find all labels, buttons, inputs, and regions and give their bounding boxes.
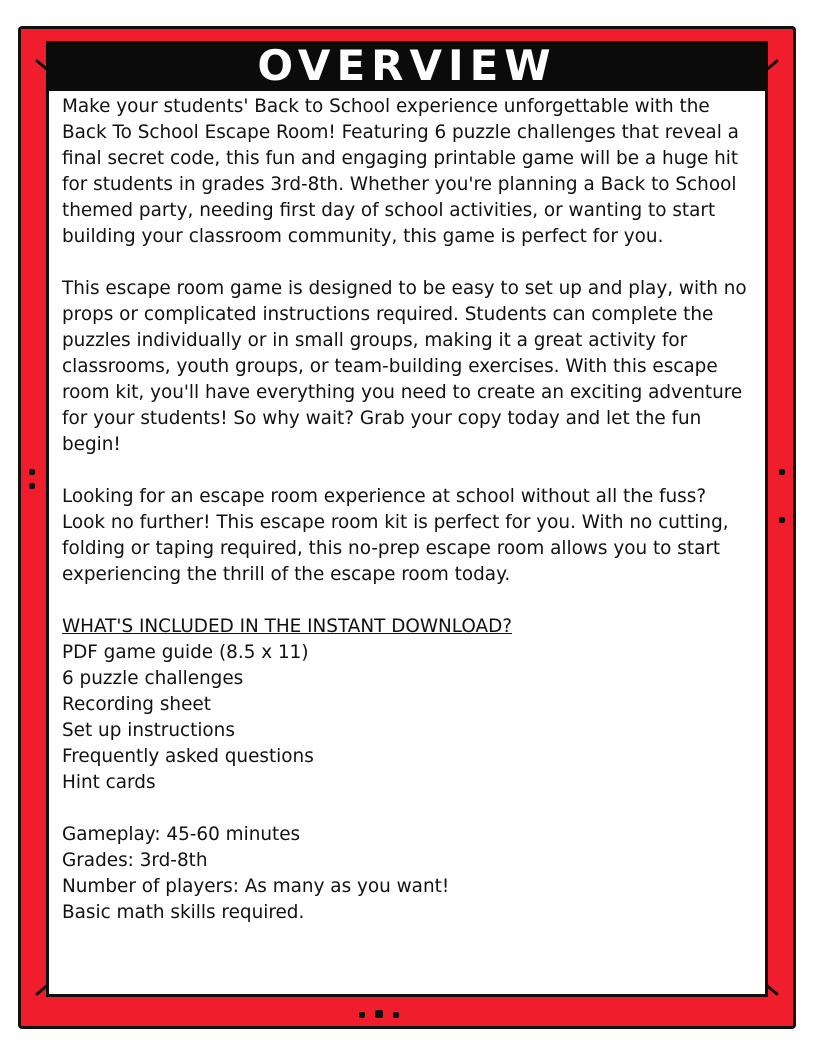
frame-rivet <box>779 469 785 475</box>
included-item: PDF game guide (8.5 x 11) <box>62 642 309 663</box>
frame-rivet <box>393 1012 399 1018</box>
frame-rivet <box>29 483 35 489</box>
title-bar <box>46 41 768 91</box>
included-item: Recording sheet <box>62 694 211 715</box>
page-title: OVERVIEW <box>257 41 557 90</box>
detail-line: Number of players: As many as you want! <box>62 876 450 897</box>
frame-rivet <box>359 1012 365 1018</box>
included-item: 6 puzzle challenges <box>62 668 244 689</box>
no-prep-paragraph: Looking for an escape room experience at school without all the fuss? Look no further! This escape room kit is perfect for you. With no cutting, folding or taping required, this no-prep escape room allows you to start experiencing the thrill of the escape room today. <box>62 486 729 585</box>
included-heading: WHAT'S INCLUDED IN THE INSTANT DOWNLOAD? <box>62 616 513 637</box>
intro-paragraph: Make your students' Back to School experience unforgettable with the Back To School Escape Room! Featuring 6 puzzle challenges that reveal a final secret code, this fun and engaging printable game will be a huge hit for students in grades 3rd-8th. Whether you're planning a Back to School themed party, needing first day of school activities, or wanting to start building your classroom community, this game is perfect for you. <box>62 96 739 247</box>
frame-rivet <box>375 1010 383 1018</box>
detail-line: Basic math skills required. <box>62 902 305 923</box>
included-item: Hint cards <box>62 772 156 793</box>
included-item: Frequently asked questions <box>62 746 314 767</box>
setup-paragraph: This escape room game is designed to be easy to set up and play, with no props or complicated instructions required. Students can complete the puzzles individually or in small groups, making it a great activity for classrooms, youth groups, or team-building exercises. With this escape room kit, you'll have everything you need to create an exciting adventure for your students! So why wait? Grab your copy today and let the fun begin! <box>62 278 747 455</box>
included-item: Set up instructions <box>62 720 235 741</box>
detail-line: Gameplay: 45-60 minutes <box>62 824 301 845</box>
overview-content <box>62 94 752 926</box>
detail-line: Grades: 3rd-8th <box>62 850 208 871</box>
frame-rivet <box>779 517 785 523</box>
frame-rivet <box>29 469 35 475</box>
